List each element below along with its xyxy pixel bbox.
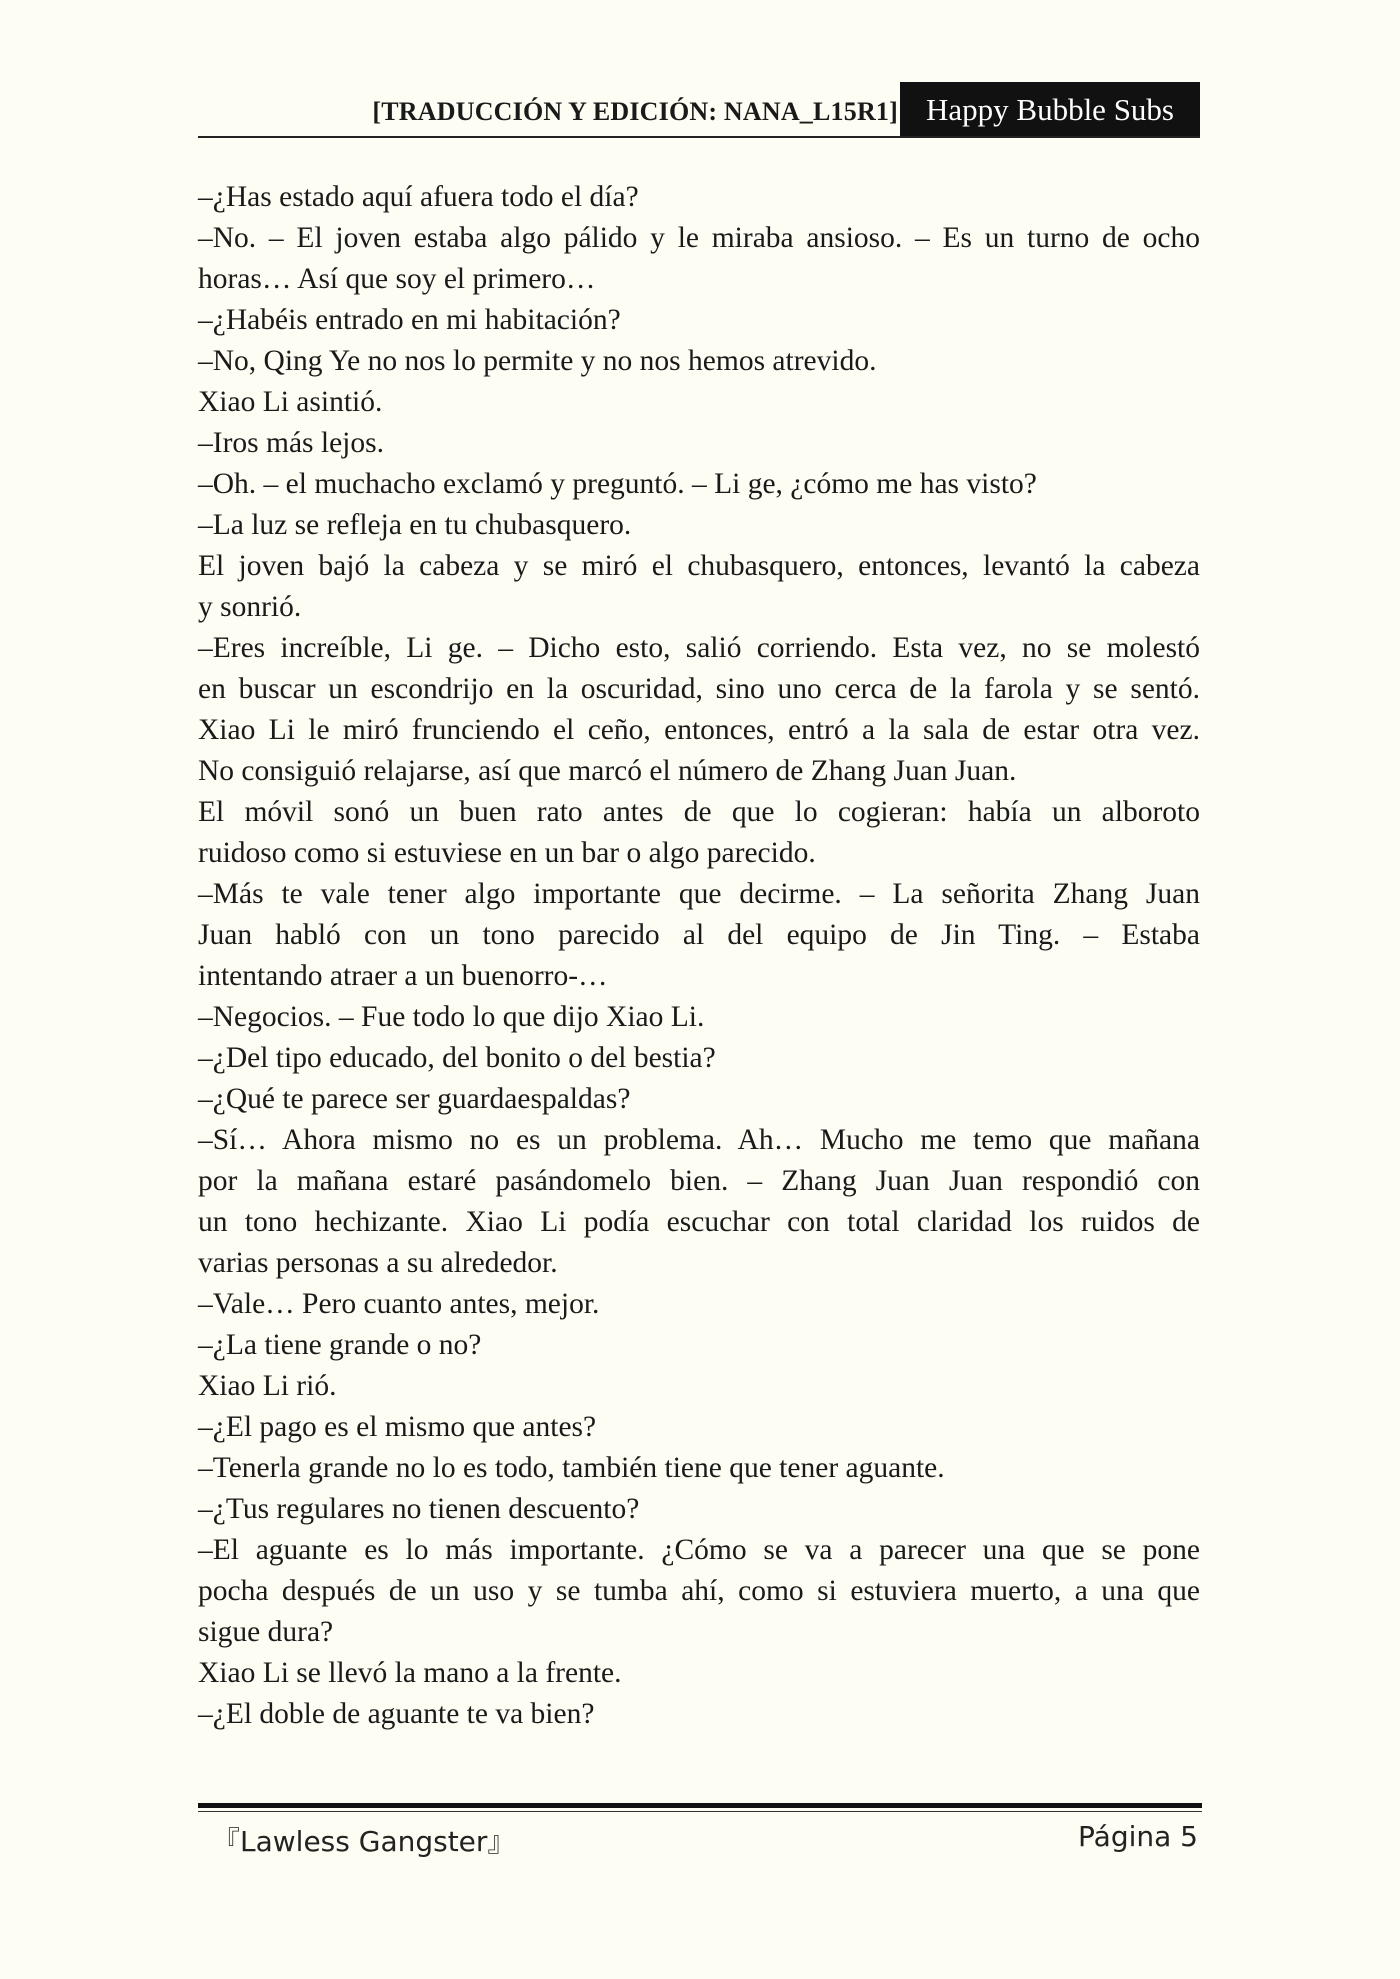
text-line: –Más te vale tener algo importante que decirme. – La señorita Zhang Juan <box>198 878 1200 910</box>
text-line: horas… Así que soy el primero… <box>198 263 596 295</box>
text-line: Xiao Li asintió. <box>198 386 383 418</box>
text-line: –Vale… Pero cuanto antes, mejor. <box>198 1288 600 1320</box>
text-line: –¿El doble de aguante te va bien? <box>198 1698 595 1730</box>
text-line: por la mañana estaré pasándomelo bien. – Zhang Juan Juan respondió con <box>198 1165 1200 1197</box>
text-line: –Sí… Ahora mismo no es un problema. Ah… Mucho me temo que mañana <box>198 1124 1200 1156</box>
text-line: –¿Has estado aquí afuera todo el día? <box>198 181 639 213</box>
page-header <box>198 82 1200 138</box>
text-line: Xiao Li le miró frunciendo el ceño, entonces, entró a la sala de estar otra vez. <box>198 714 1200 746</box>
footer-rule-thin <box>198 1811 1202 1812</box>
group-name-badge: Happy Bubble Subs <box>900 82 1200 138</box>
text-line: –¿La tiene grande o no? <box>198 1329 482 1361</box>
text-line: –La luz se refleja en tu chubasquero. <box>198 509 632 541</box>
footer-rule <box>198 1803 1202 1808</box>
text-line: –No. – El joven estaba algo pálido y le miraba ansioso. – Es un turno de ocho <box>198 222 1200 254</box>
text-line: –¿Tus regulares no tienen descuento? <box>198 1493 640 1525</box>
text-line: varias personas a su alrededor. <box>198 1247 558 1279</box>
text-line: –Negocios. – Fue todo lo que dijo Xiao Li. <box>198 1001 705 1033</box>
text-line: Juan habló con un tono parecido al del equipo de Jin Ting. – Estaba <box>198 919 1200 951</box>
header-rule <box>198 136 1200 138</box>
page-body <box>198 177 1200 1735</box>
text-line: –No, Qing Ye no nos lo permite y no nos hemos atrevido. <box>198 345 877 377</box>
text-line: No consiguió relajarse, así que marcó el número de Zhang Juan Juan. <box>198 755 1017 787</box>
text-line: sigue dura? <box>198 1616 334 1648</box>
book-title: 『Lawless Gangster』 <box>212 1825 516 1858</box>
text-line: El joven bajó la cabeza y se miró el chubasquero, entonces, levantó la cabeza <box>198 550 1200 582</box>
text-line: El móvil sonó un buen rato antes de que lo cogieran: había un alboroto <box>198 796 1200 828</box>
text-line: –¿Habéis entrado en mi habitación? <box>198 304 621 336</box>
text-line: pocha después de un uso y se tumba ahí, como si estuviera muerto, a una que <box>198 1575 1200 1607</box>
text-line: y sonrió. <box>198 591 302 623</box>
text-line: –¿Qué te parece ser guardaespaldas? <box>198 1083 631 1115</box>
text-line: Xiao Li se llevó la mano a la frente. <box>198 1657 622 1689</box>
text-line: Xiao Li rió. <box>198 1370 337 1402</box>
page-number: Página 5 <box>1078 1820 1198 1853</box>
text-line: –Oh. – el muchacho exclamó y preguntó. – Li ge, ¿cómo me has visto? <box>198 468 1037 500</box>
text-line: –¿El pago es el mismo que antes? <box>198 1411 597 1443</box>
text-line: –Tenerla grande no lo es todo, también tiene que tener aguante. <box>198 1452 945 1484</box>
text-line: –Iros más lejos. <box>198 427 384 459</box>
text-line: en buscar un escondrijo en la oscuridad, sino uno cerca de la farola y se sentó. <box>198 673 1200 705</box>
text-line: –¿Del tipo educado, del bonito o del bestia? <box>198 1042 716 1074</box>
text-line: intentando atraer a un buenorro-… <box>198 960 608 992</box>
translation-credit: [TRADUCCIÓN Y EDICIÓN: NANA_L15R1] <box>372 97 898 126</box>
text-line: un tono hechizante. Xiao Li podía escuchar con total claridad los ruidos de <box>198 1206 1200 1238</box>
text-line: –Eres increíble, Li ge. – Dicho esto, salió corriendo. Esta vez, no se molestó <box>198 632 1200 664</box>
text-line: ruidoso como si estuviese en un bar o algo parecido. <box>198 837 816 869</box>
text-line: –El aguante es lo más importante. ¿Cómo se va a parecer una que se pone <box>198 1534 1200 1566</box>
